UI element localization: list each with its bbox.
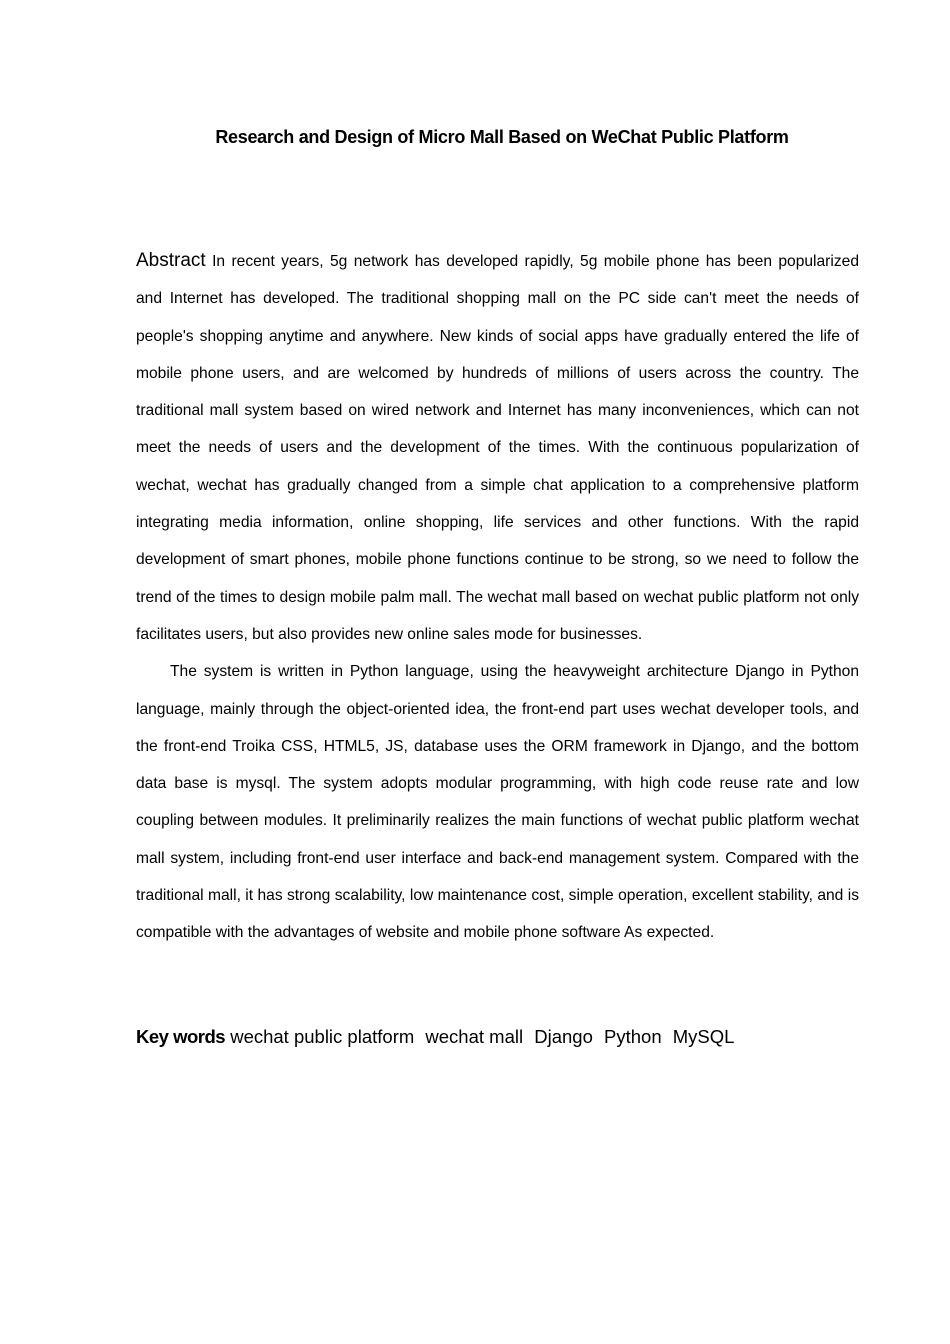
keyword-item: Django [534, 1026, 593, 1047]
paper-title: Research and Design of Micro Mall Based on WeChat Public Platform [215, 127, 789, 147]
keyword-item: wechat public platform [230, 1026, 415, 1047]
abstract-section [136, 242, 859, 952]
keyword-item: MySQL [672, 1026, 735, 1047]
abstract-paragraph-2: The system is written in Python language, using the heavyweight architecture Django in Python language, mainly through the object-oriented idea, the front-end part uses wechat developer tools, and the front-end Troika CSS, HTML5, JS, database uses the ORM framework in Django, and the bottom data base is mysql. The system adopts modular programming, with high code reuse rate and low coupling between modules. It preliminarily realizes the main functions of wechat public platform wechat mall system, including front-end user interface and back-end management system. Compared with the traditional mall, it has strong scalability, low maintenance cost, simple operation, excellent stability, and is compatible with the advantages of website and mobile phone software As expected. [136, 663, 859, 942]
keyword-item: wechat mall [425, 1026, 524, 1047]
keywords-label: Key words [136, 1026, 226, 1047]
abstract-paragraph-1 [136, 242, 859, 653]
keyword-item: Python [604, 1026, 662, 1047]
keywords-line [136, 1024, 859, 1050]
abstract-label: Abstract [136, 250, 206, 271]
abstract-text-1: In recent years, 5g network has developed rapidly, 5g mobile phone has been popularized and Internet has developed. The traditional shopping mall on the PC side can't meet the needs of people's shopping anytime and anywhere. New kinds of social apps have gradually entered the life of mobile phone users, and are welcomed by hundreds of millions of users across the country. The traditional mall system based on wired network and Internet has many inconveniences, which can not meet the needs of users and the development of the times. With the continuous popularization of wechat, wechat has gradually changed from a simple chat application to a comprehensive platform integrating media information, online shopping, life services and other functions. With the rapid development of smart phones, mobile phone functions continue to be strong, so we need to follow the trend of the times to design mobile palm mall. The wechat mall based on wechat public platform not only facilitates users, but also provides new online sales mode for businesses. [136, 253, 859, 643]
